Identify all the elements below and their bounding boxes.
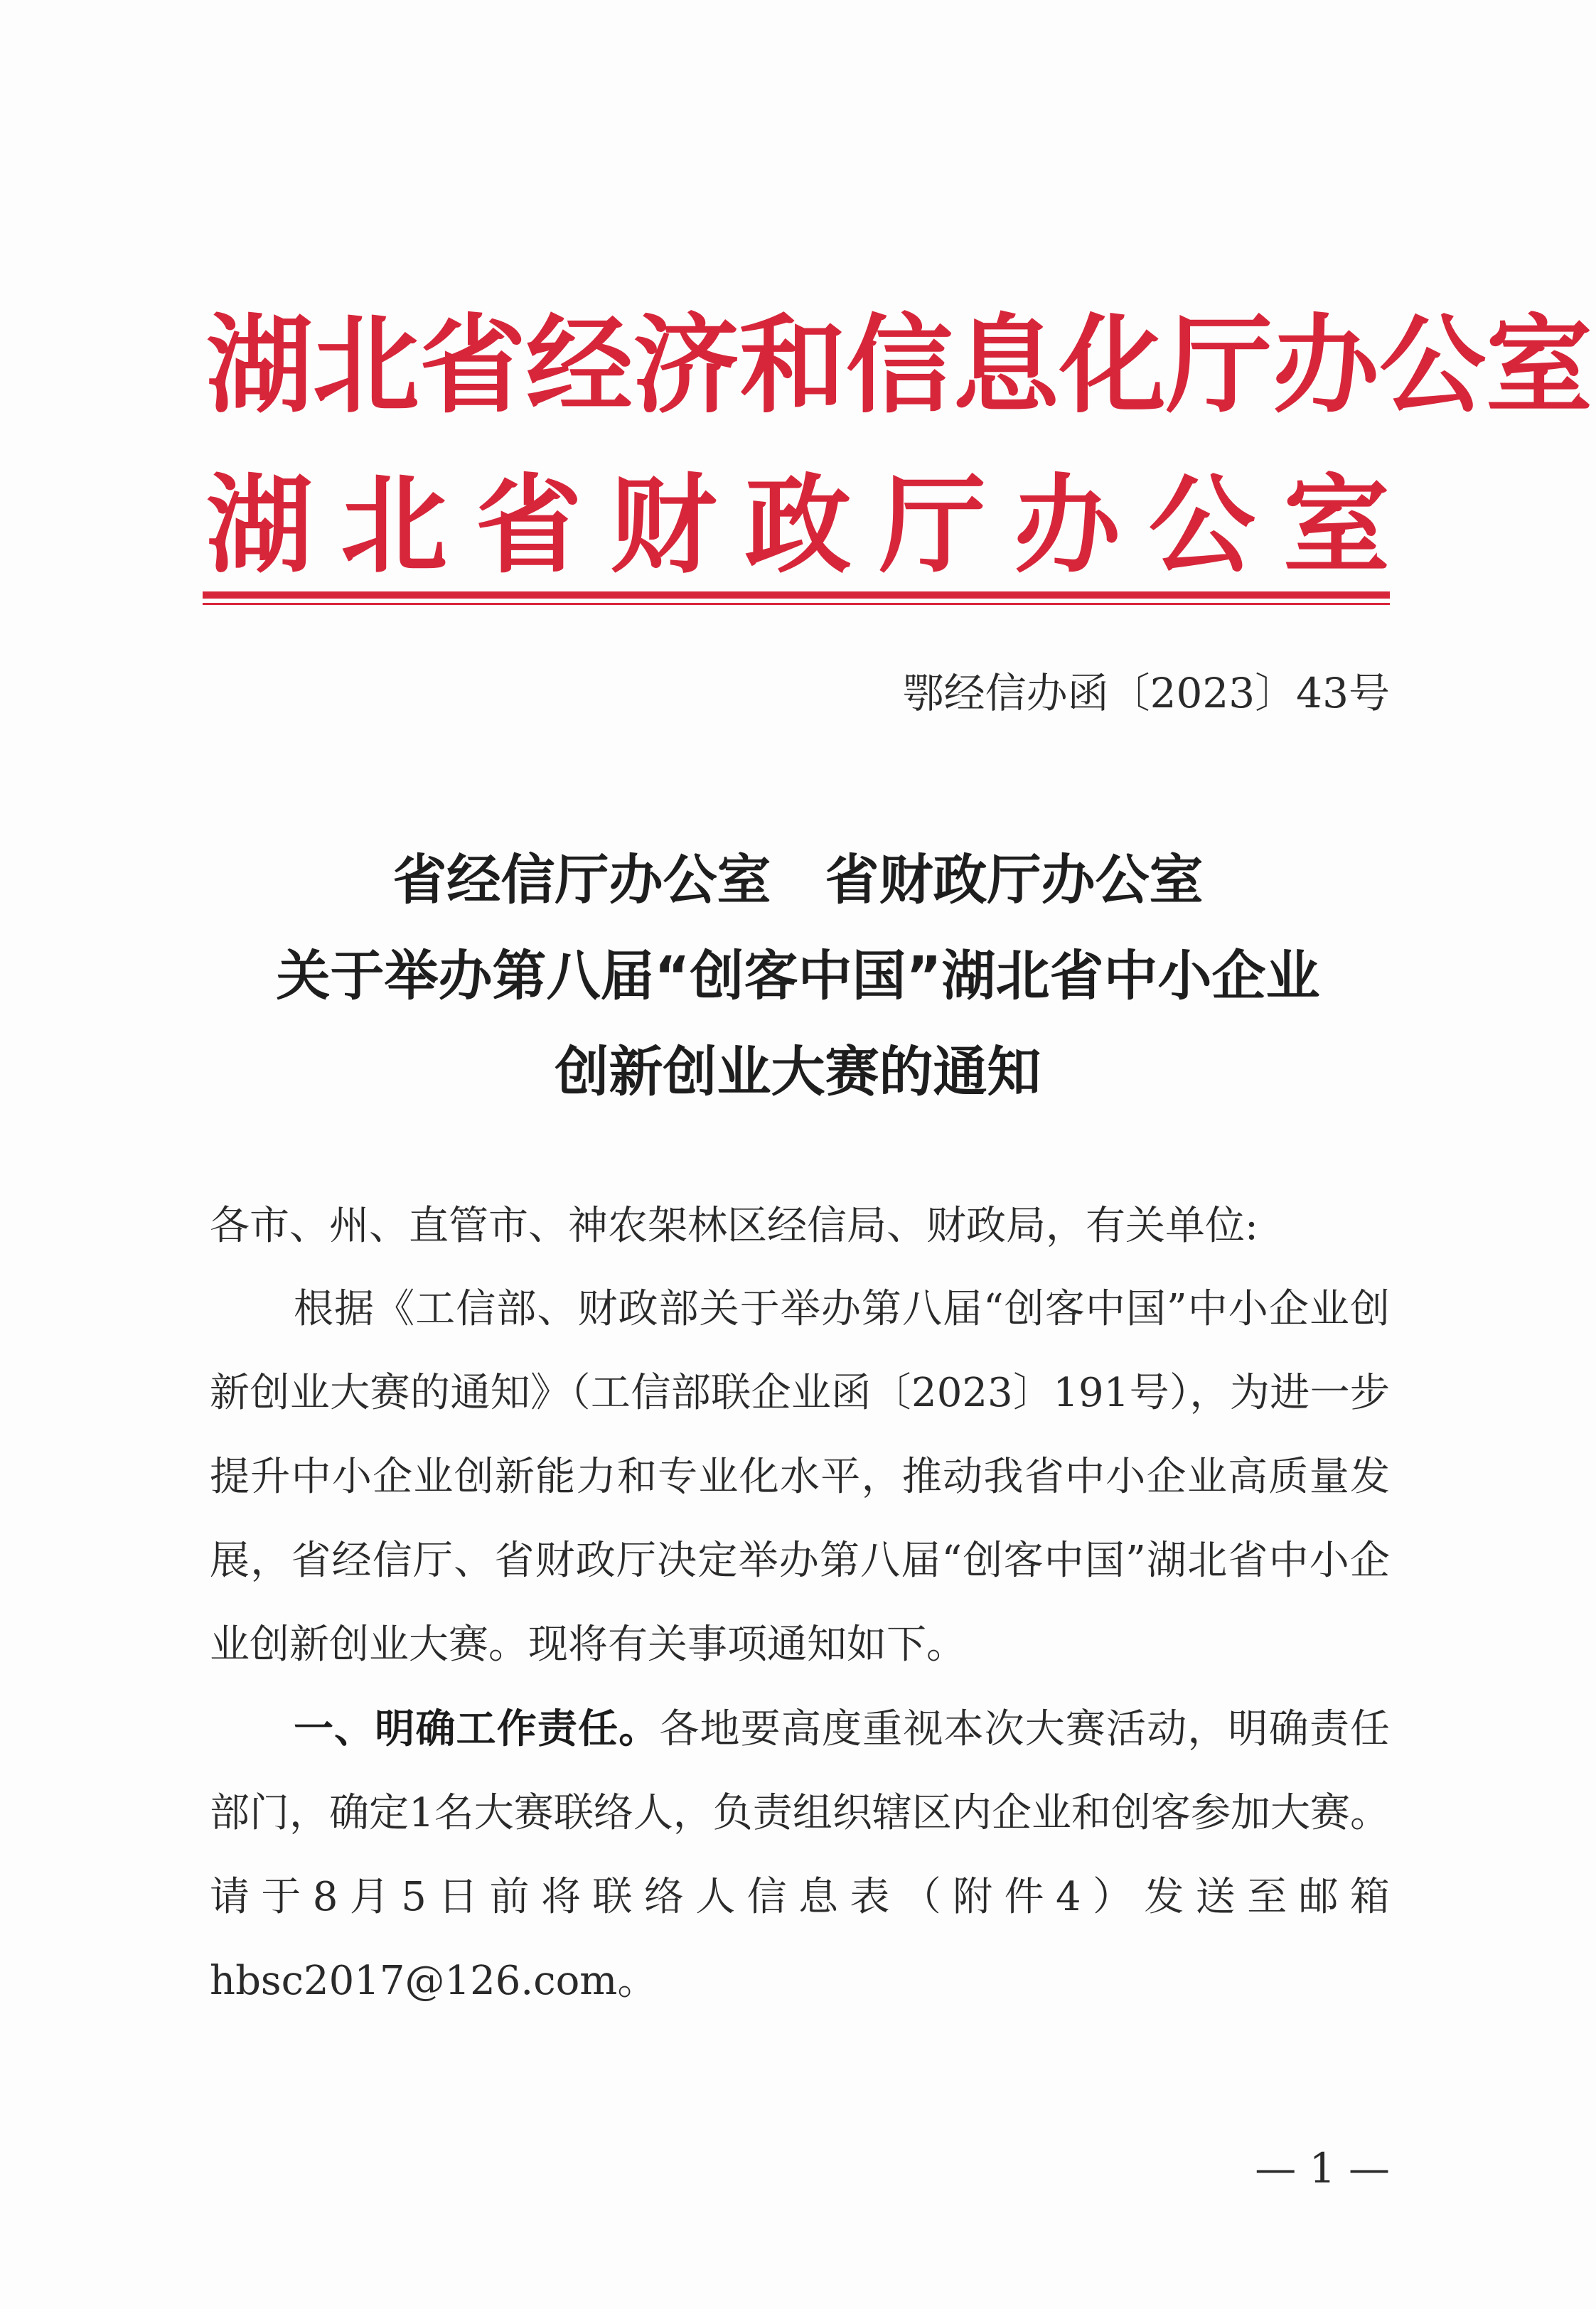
paragraph-intro: 根据《工信部、财政部关于举办第八届“创客中国”中小企业创新创业大赛的通知》（工信部联企业函〔2023〕191号），为进一步提升中小企业创新能力和专业化水平，推动我省中小企业高质量发展，省经信厅、省财政厅决定举办第八届“创客中国”湖北省中小企业创新创业大赛。现将有关事项通知如下。 <box>210 1286 1390 1668</box>
title-line-1: 省经信厅办公室 省财政厅办公室 <box>392 848 1204 911</box>
title-line-2: 关于举办第八届“创客中国”湖北省中小企业 <box>276 944 1320 1007</box>
title-line-3: 创新创业大赛的通知 <box>555 1040 1041 1103</box>
document-title <box>185 832 1411 1120</box>
salutation: 各市、州、直管市、神农架林区经信局、财政局，有关单位: <box>210 1203 1258 1249</box>
section-1-heading: 一、明确工作责任。 <box>294 1706 660 1752</box>
letterhead-line-1: 湖北省经济和信息化厅办公室 <box>206 304 1593 428</box>
document-number: 鄂经信办函〔2023〕43号 <box>902 669 1390 717</box>
letterhead-divider-thin <box>203 603 1390 605</box>
letterhead-divider-thick <box>203 591 1390 599</box>
letterhead-line-2: 湖北省财政厅办公室 <box>206 464 1390 588</box>
page-number: — 1 — <box>1255 2144 1390 2192</box>
section-1-text: 各地要高度重视本次大赛活动，明确责任部门，确定1名大赛联络人，负责组织辖区内企业和创客参加大赛。请于8月5日前将联络人信息表（附件4）发送至邮箱 hbsc2017@126.com。 <box>210 1706 1391 2004</box>
paragraph-section-1 <box>210 1688 1390 2023</box>
